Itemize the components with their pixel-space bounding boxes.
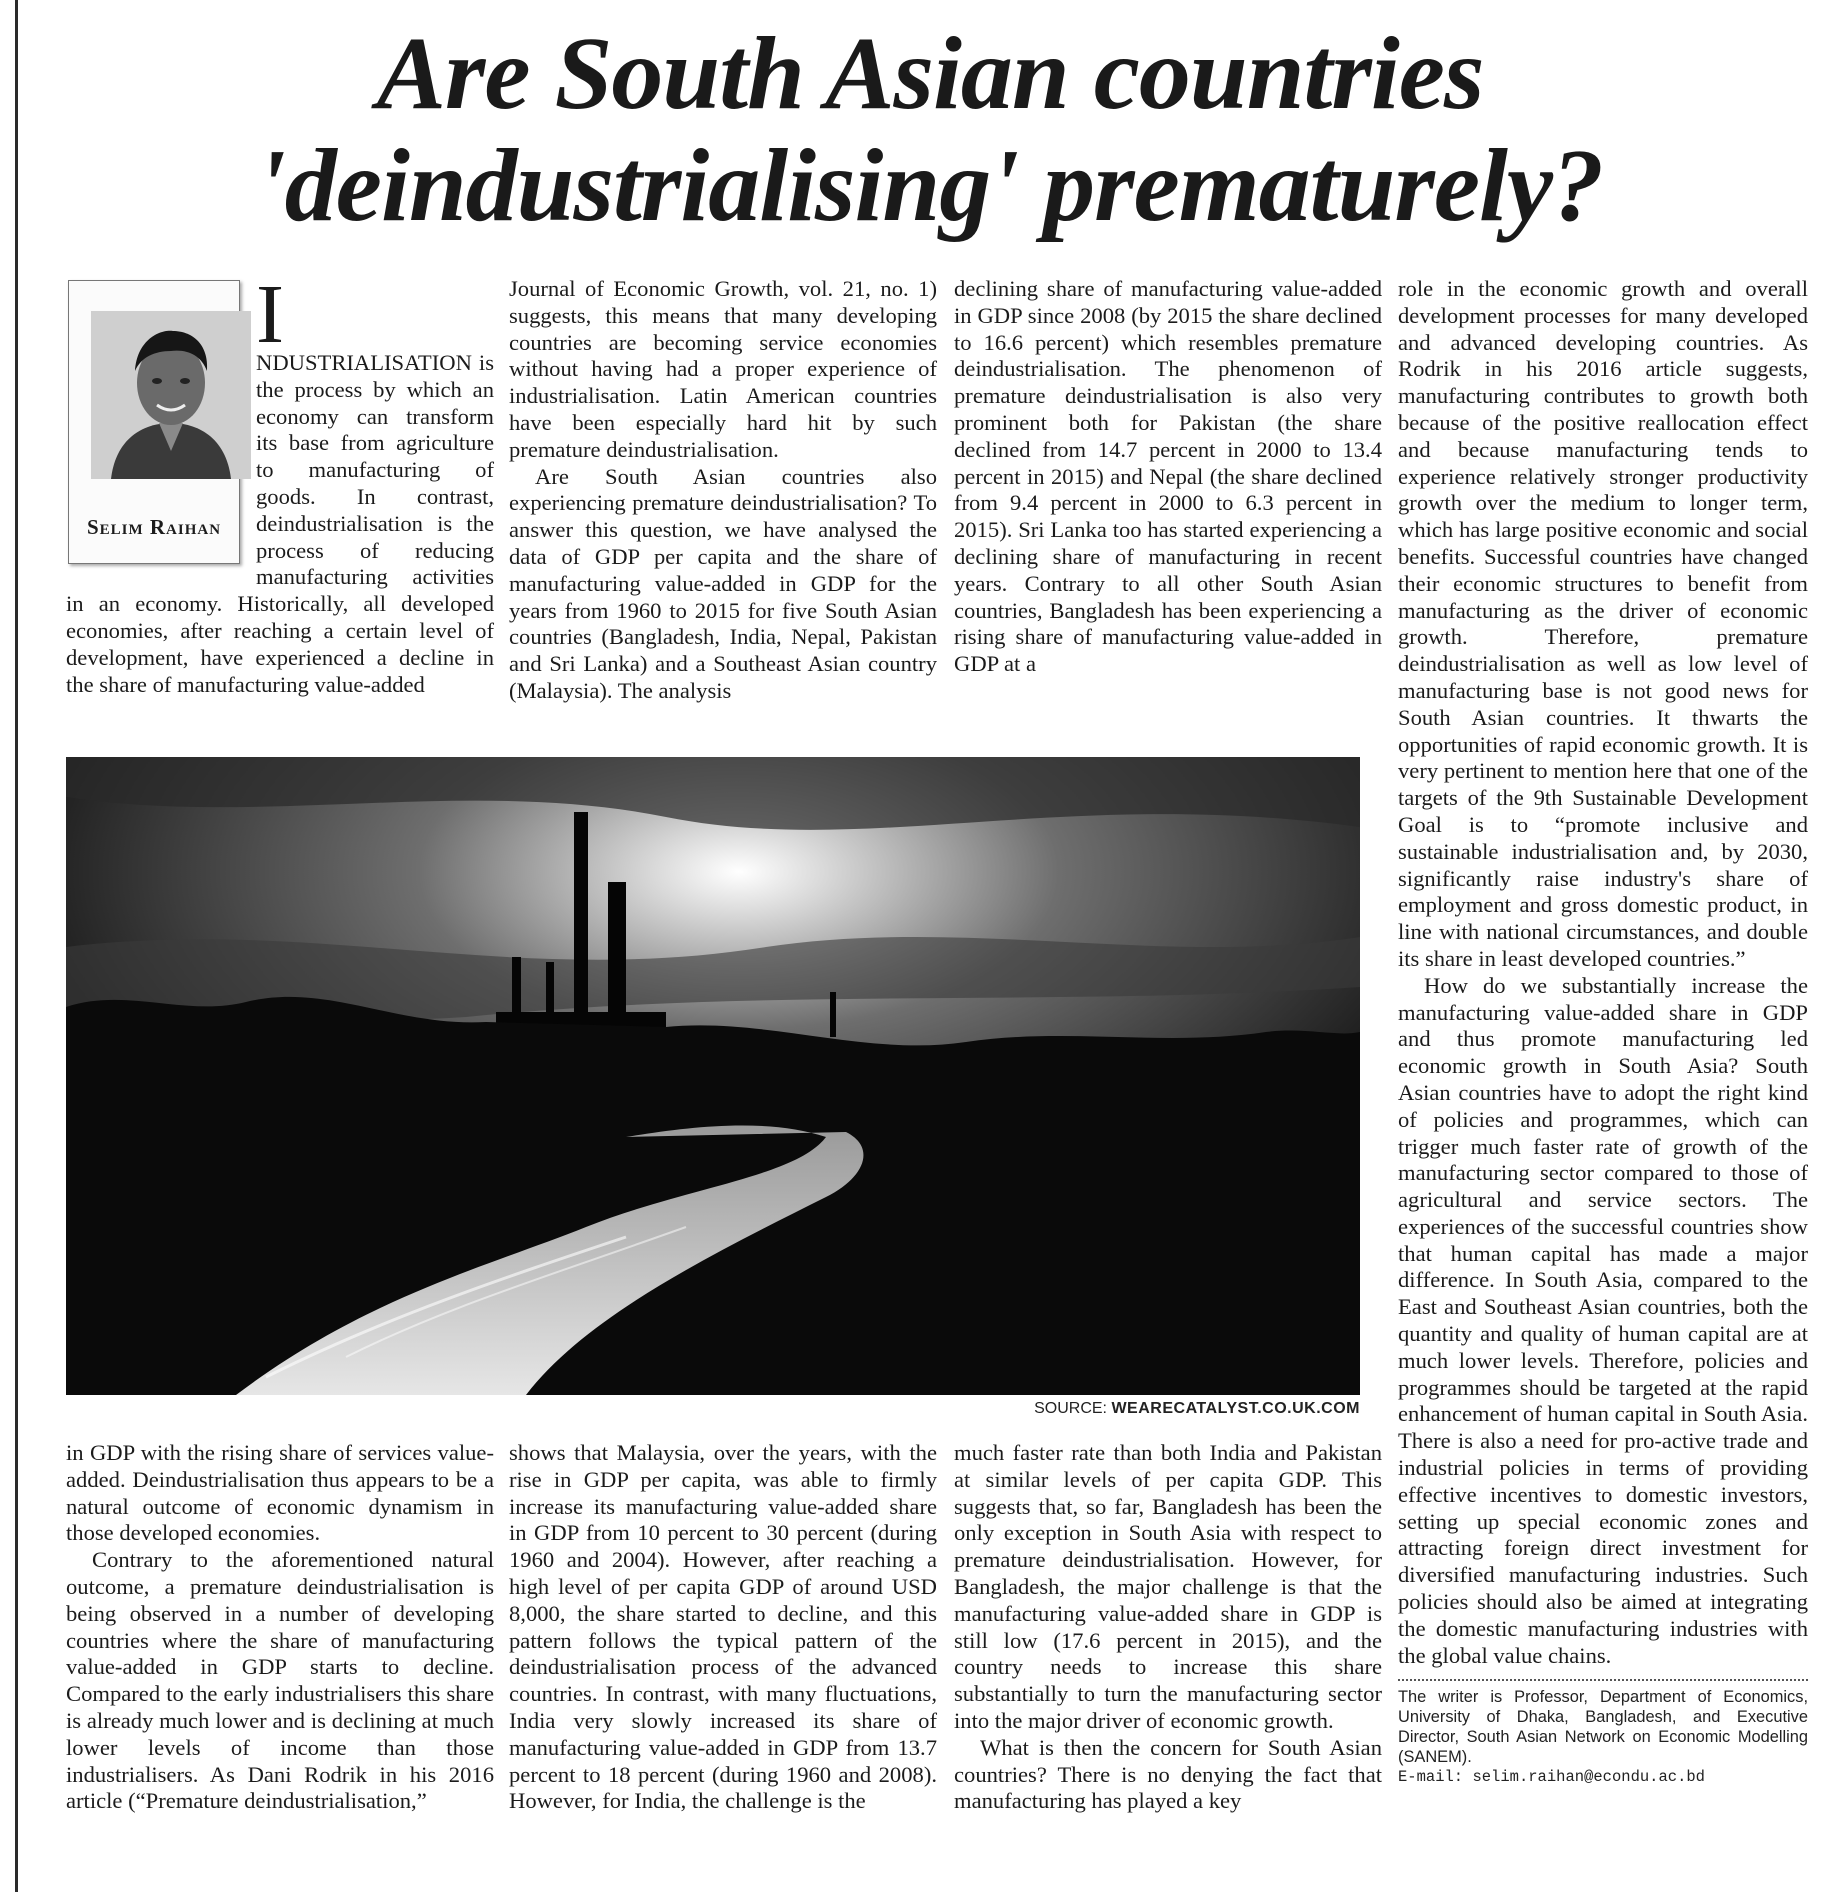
column-1-top xyxy=(66,268,494,698)
author-bio xyxy=(1398,1687,1808,1787)
col4-paragraph-2: How do we substantially increase the manufacturing value-added share in GDP and thus promote manufacturing led economic growth in South Asia? South Asian countries have to adopt the right kind of policies and programmes, which can trigger much faster rate of growth of the manufacturing sector compared to those of agricultural and service sectors. The experiences of the successful countries show that human capital has made a major difference. In South Asia, compared to the East and Southeast Asian countries, both the quantity and quality of human capital are at much lower levels. Therefore, policies and programmes should be targeted at the rapid enhancement of human capital in South Asia. There is also a need for pro-active trade and industrial policies in terms of providing effective incentives to domestic investors, setting up special economic zones and attracting foreign direct investment for diversified manufacturing industries. Such policies should also be aimed at integrating the domestic manufacturing industries with the global value chains. xyxy=(1398,972,1808,1668)
headline-line-1: Are South Asian countries xyxy=(376,16,1484,131)
col2-top-paragraph-1: Journal of Economic Growth, vol. 21, no. 1) suggests, this means that many developing countries are becoming service economies without having had a proper experience of industrialisation. Latin American countries have been especially hard hit by such premature deindustrialisation. xyxy=(509,276,937,462)
photo-credit-label: SOURCE: xyxy=(1034,1400,1107,1417)
author-photo xyxy=(91,311,251,479)
author-box xyxy=(68,280,240,564)
bio-divider xyxy=(1398,1679,1808,1681)
drop-cap: I xyxy=(256,268,284,361)
page-left-rule xyxy=(15,0,18,1892)
column-3-bottom xyxy=(954,1440,1382,1815)
email-address[interactable]: selim.raihan@econdu.ac.bd xyxy=(1472,1768,1705,1787)
author-portrait-icon xyxy=(91,311,251,479)
column-4 xyxy=(1398,276,1808,1787)
col1-bottom-paragraph-2: Contrary to the aforementioned natural outcome, a premature deindustrialisation is being observed in a number of developing countries where the share of manufacturing value-added in GDP starts to decline. Compared to the early industrialisers this share is already much lower and is declining at much lower levels of income than those industrialisers. As Dani Rodrik in his 2016 article (“Premature deindustrialisation,” xyxy=(66,1547,494,1814)
author-email-line xyxy=(1398,1767,1808,1787)
headline xyxy=(40,18,1820,242)
factory-river-scene-icon xyxy=(66,757,1360,1395)
photo-credit xyxy=(66,1400,1360,1418)
col3-top-paragraph: declining share of manufacturing value-added in GDP since 2008 (by 2015 the share declined to 16.6 percent) which resembles premature deindustrialisation. The phenomenon of premature deindustrialisation is also very prominent both for Pakistan (the share declined from 14.7 percent in 2000 to 13.4 percent in 2015) and Nepal (the share declined from 9.4 percent in 2000 to 6.3 percent in 2015). Sri Lanka too has started experiencing a declining share of manufacturing in recent years. Contrary to all other South Asian countries, Bangladesh has been experiencing a rising share of manufacturing value-added in GDP at a xyxy=(954,276,1382,677)
col3-bottom-paragraph-2: What is then the concern for South Asian countries? There is no denying the fact that manufacturing has played a key xyxy=(954,1734,1382,1814)
col2-top-paragraph-2: Are South Asian countries also experiencing premature deindustrialisation? To answer this question, we have analysed the data of GDP per capita and the share of manufacturing value-added in GDP for the years from 1960 to 2015 for five South Asian countries (Bangladesh, India, Nepal, Pakistan and Sri Lanka) and a Southeast Asian country (Malaysia). The analysis xyxy=(509,463,937,703)
author-bio-text: The writer is Professor, Department of Economics, University of Dhaka, Bangladesh, and Executive Director, South Asian Network on Economic Modelling (SANEM). xyxy=(1398,1688,1808,1767)
col2-bottom-paragraph: shows that Malaysia, over the years, with the rise in GDP per capita, was able to firmly increase its manufacturing value-added share in GDP from 10 percent to 30 percent (during 1960 and 2004). However, after reaching a high level of per capita GDP of around USD 8,000, the share started to decline, and this pattern follows the typical pattern of the deindustrialisation process of the advanced countries. In contrast, with many fluctuations, India very slowly increased its share of manufacturing value-added in GDP from 13.7 percent to 18 percent (during 1960 and 2008). However, for India, the challenge is the xyxy=(509,1440,937,1814)
col1-top-paragraph: NDUSTRIALISATION is the process by which an economy can transform its base from agriculture to manufacturing of goods. In contrast, deindustrialisation is the process of reducing manufacturing activities in an economy. Historically, all developed economies, after reaching a certain level of development, have experienced a decline in the share of manufacturing value-added xyxy=(66,350,494,697)
article-photo xyxy=(66,757,1360,1395)
email-label: E-mail: xyxy=(1398,1768,1464,1787)
column-1-bottom xyxy=(66,1440,494,1815)
photo-credit-site: WEARECATALYST.CO.UK.COM xyxy=(1111,1400,1360,1417)
col4-paragraph-1: role in the economic growth and overall development processes for many developed and advanced developing countries. As Rodrik in his 2016 article suggests, manufacturing contributes to growth both because of the positive reallocation effect and because manufacturing tends to experience relatively stronger productivity growth over the medium to longer term, which has large positive economic and social benefits. Successful countries have changed their economic structures to benefit from manufacturing as the driver of economic growth. Therefore, premature deindustrialisation as well as low level of manufacturing base is not good news for South Asian countries. It thwarts the opportunities of rapid economic growth. It is very pertinent to mention here that one of the targets of the 9th Sustainable Development Goal is to “promote inclusive and sustainable industrialisation and, by 2030, significantly raise industry's share of employment and gross domestic product, in line with national circumstances, and double its share in least developed countries.” xyxy=(1398,276,1808,971)
col3-bottom-paragraph-1: much faster rate than both India and Pakistan at similar levels of per capita GDP. This suggests that, so far, Bangladesh has been the only exception in South Asia with respect to premature deindustrialisation. However, for Bangladesh, the major challenge is that the manufacturing value-added share in GDP is still low (17.6 percent in 2015), and the country needs to increase this share substantially to turn the manufacturing sector into the major driver of economic growth. xyxy=(954,1440,1382,1733)
headline-line-2: 'deindustrialising' prematurely? xyxy=(256,128,1604,243)
col1-bottom-paragraph-1: in GDP with the rising share of services value-added. Deindustrialisation thus appears to be a natural outcome of economic dynamism in those developed economies. xyxy=(66,1440,494,1546)
author-name: Selim Raihan xyxy=(86,515,222,540)
column-3-top xyxy=(954,276,1382,678)
column-2-bottom xyxy=(509,1440,937,1815)
column-2-top xyxy=(509,276,937,705)
